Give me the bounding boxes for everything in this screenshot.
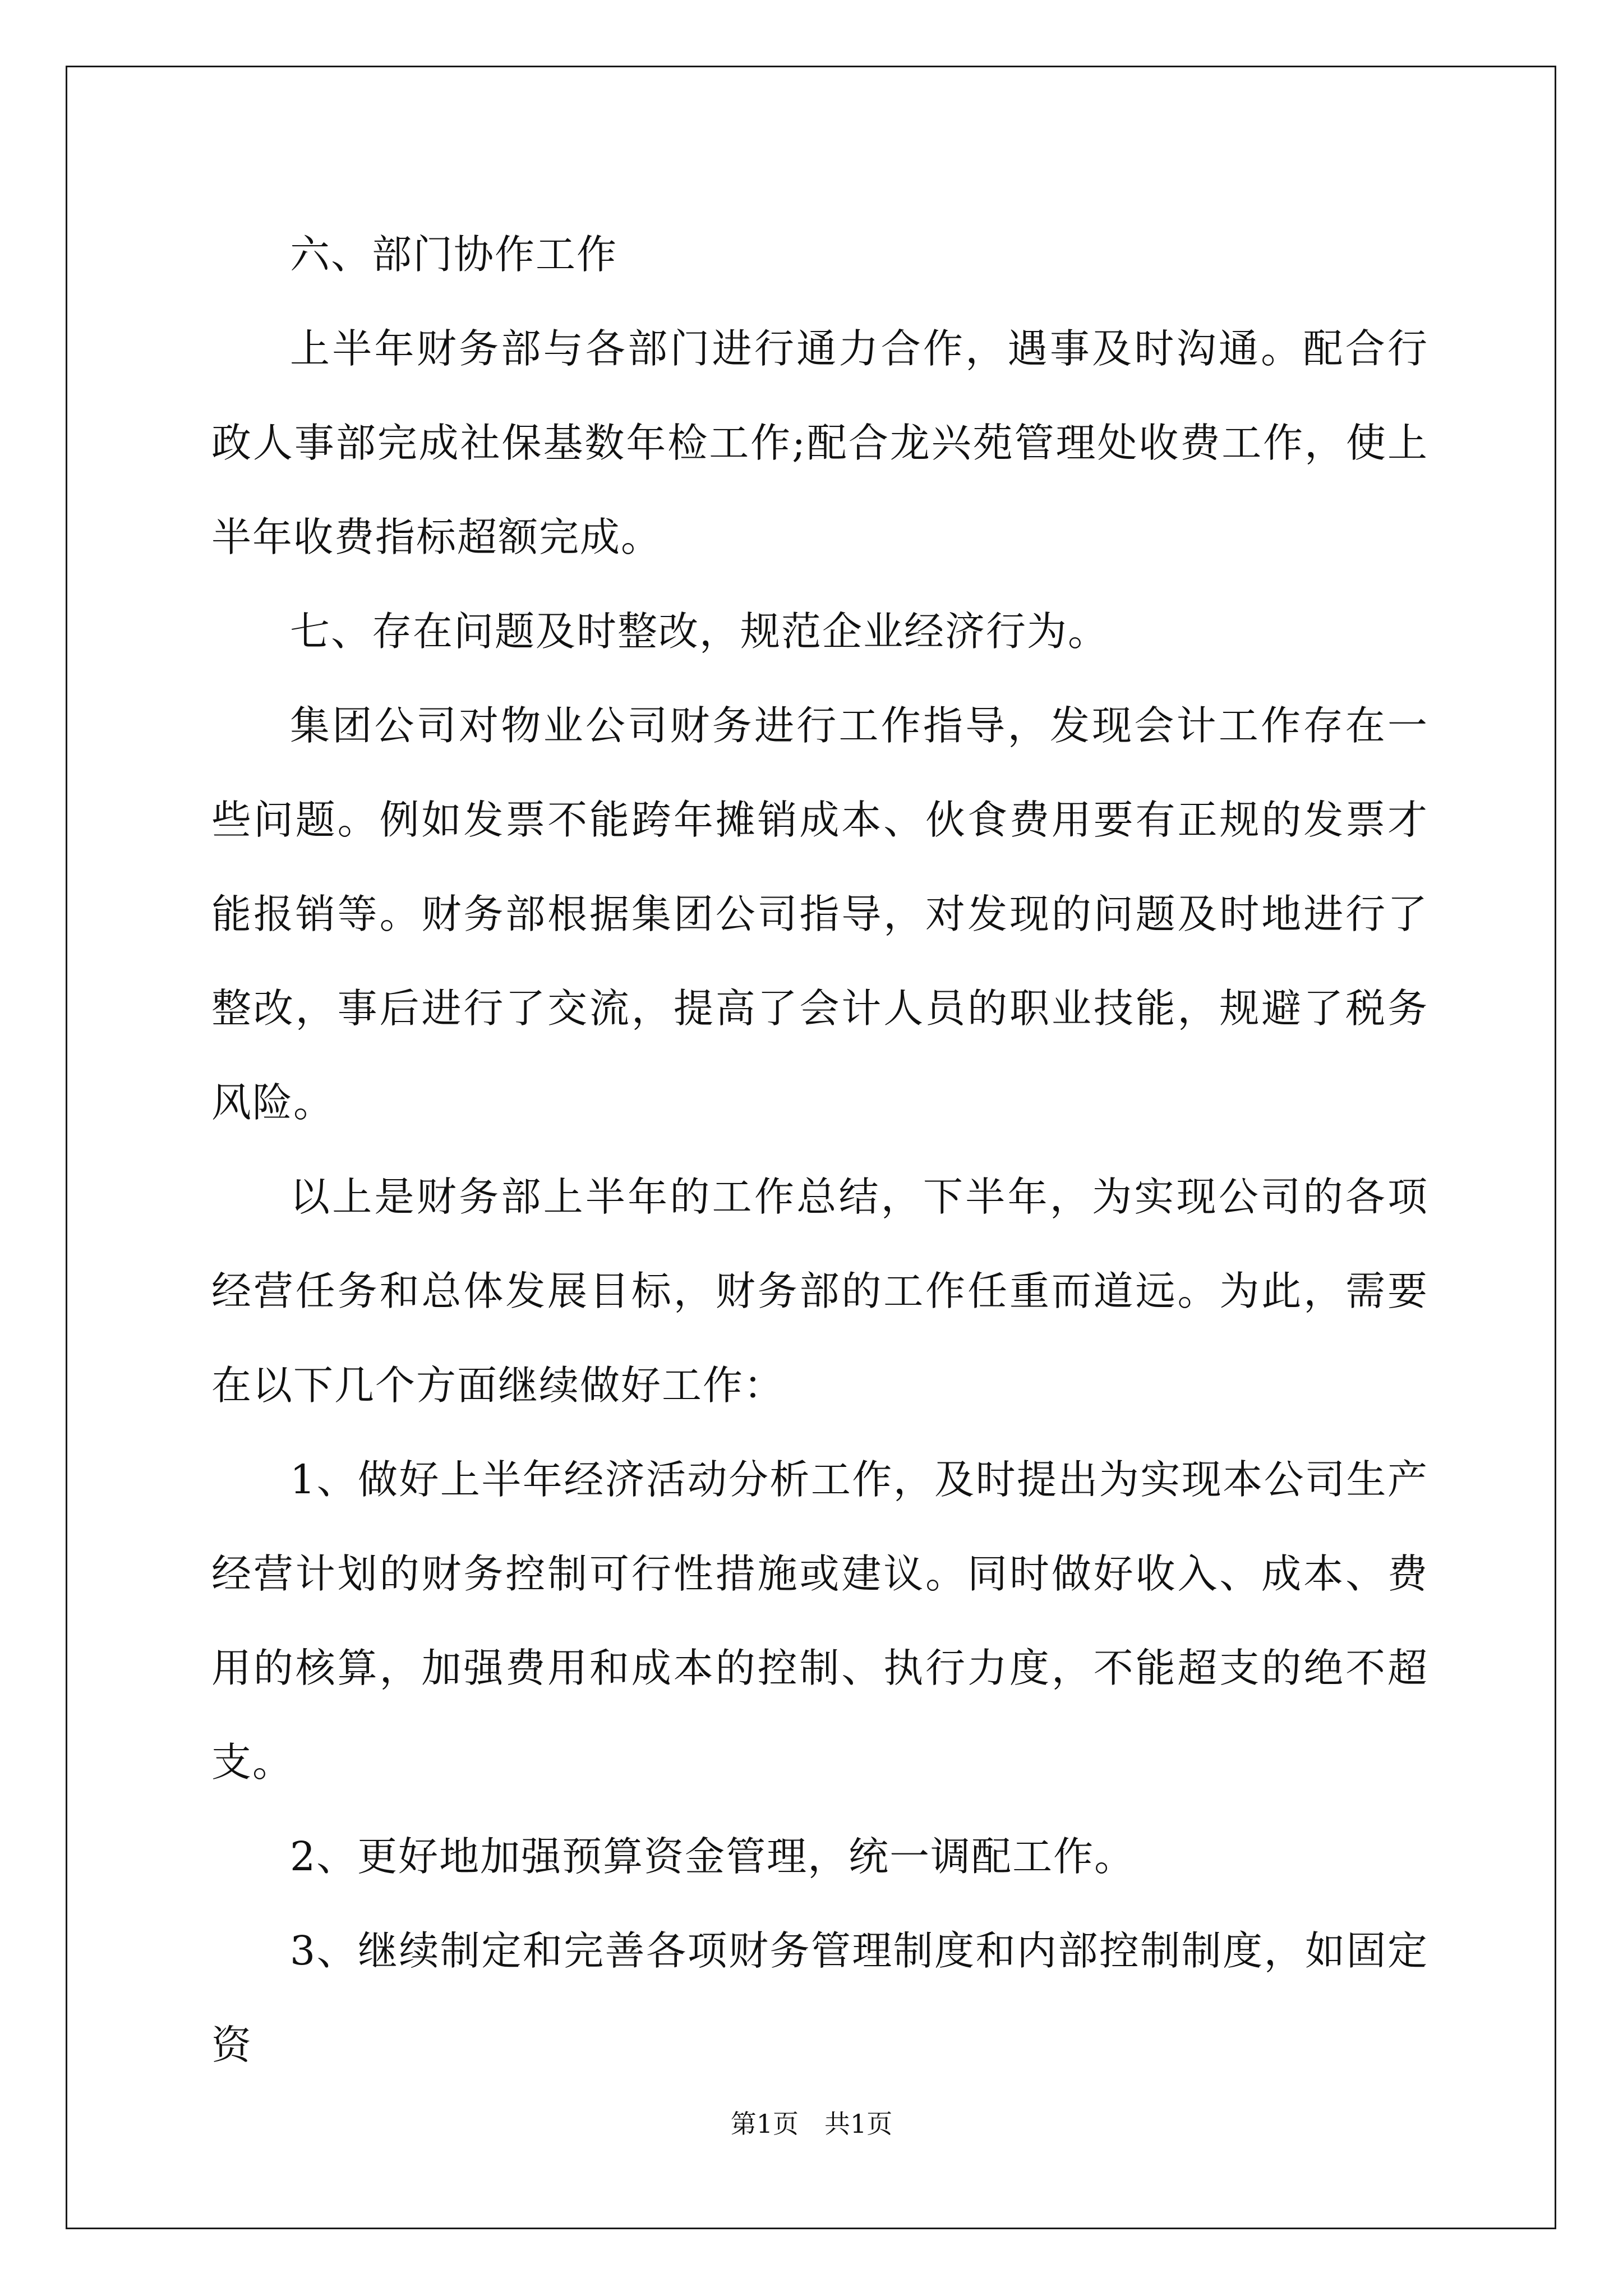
paragraph-item-1: 1、做好上半年经济活动分析工作，及时提出为实现本公司生产经营计划的财务控制可行性措施或建议。同时做好收入、成本、费用的核算，加强费用和成本的控制、执行力度，不能超支的绝不超支。: [211, 1456, 1428, 1786]
page-footer: 第1页 共1页: [730, 2109, 893, 2139]
paragraph-item-2: 2、更好地加强预算资金管理，统一调配工作。: [290, 1833, 1136, 1880]
document-body: [211, 208, 1428, 2092]
paragraph-group-guidance: 集团公司对物业公司财务进行工作指导，发现会计工作存在一些问题。例如发票不能跨年摊销成本、伙食费用要有正规的发票才能报销等。财务部根据集团公司指导，对发现的问题及时地进行了整改，事后进行了交流，提高了会计人员的职业技能，规避了税务风险。: [211, 702, 1428, 1126]
paragraph-summary: 以上是财务部上半年的工作总结，下半年，为实现公司的各项经营任务和总体发展目标，财务部的工作任重而道远。为此，需要在以下几个方面继续做好工作：: [211, 1174, 1428, 1409]
paragraph-item-3: 3、继续制定和完善各项财务管理制度和内部控制制度，如固定资: [211, 1927, 1428, 2068]
paragraph-section-seven-heading: 七、存在问题及时整改，规范企业经济行为。: [290, 608, 1109, 655]
paragraph-section-six-heading: 六、部门协作工作: [290, 231, 618, 278]
paragraph-department-cooperation: 上半年财务部与各部门进行通力合作，遇事及时沟通。配合行政人事部完成社保基数年检工作;配合龙兴苑管理处收费工作，使上半年收费指标超额完成。: [211, 325, 1428, 560]
